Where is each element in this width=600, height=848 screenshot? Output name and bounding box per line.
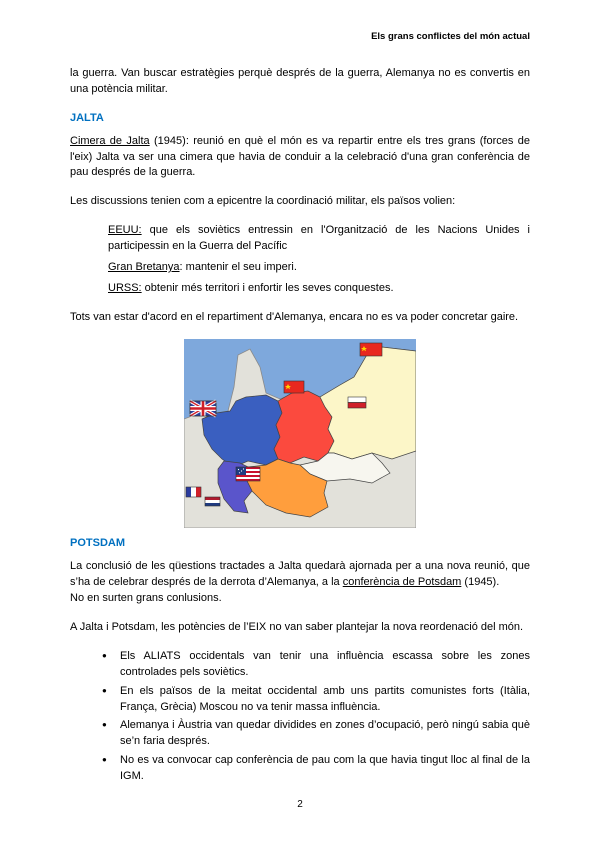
jalta-summit-rest: (1945): reunió en què el món es va repartir entre els tres grans (forces de l'eix) Jalta va ser una cimera que havia de conduir a la celebració d'una gran conferència de pau després de la guerra. [70, 134, 530, 179]
netherlands-flag-icon [205, 497, 220, 506]
bullet-item: ● Alemanya i Àustria van quedar dividides en zones d’ocupació, però ningú sabia què se’n faria després. [100, 718, 530, 750]
page-number: 2 [297, 798, 303, 810]
bullet-item: ● No es va convocar cap conferència de pau com la que havia tingut lloc al final de la IGM. [100, 753, 530, 785]
jalta-summit-term: Cimera de Jalta [70, 134, 150, 147]
jalta-heading: JALTA [70, 111, 104, 124]
position-text: que els soviètics entressin en l'Organització de les Nacions Unides i participessin en la Guerra del Pacífic [108, 224, 530, 253]
reordering-paragraph: A Jalta i Potsdam, les potències de l’EIX no van saber plantejar la nova reordenació del món. [70, 620, 524, 633]
potsdam-bullet-list [100, 649, 530, 786]
poland-flag-icon [348, 397, 366, 408]
france-flag-icon [186, 487, 201, 497]
list-item [108, 223, 530, 255]
us-flag-icon [236, 467, 260, 481]
list-item [108, 260, 530, 276]
potsdam-conference-term: conferència de Potsdam [342, 575, 462, 588]
ussr-flag-icon [360, 343, 382, 356]
jalta-summit-paragraph [70, 134, 530, 182]
position-label: URSS: [108, 282, 142, 295]
position-label: EEUU: [108, 224, 142, 237]
list-item [108, 281, 530, 297]
potsdam-text-part2: (1945). [461, 575, 500, 588]
bullet-item: ● Els ALIATS occidentals van tenir una influència escassa sobre les zones controlades pels soviètics. [100, 649, 530, 681]
potsdam-conclusion-line: No en surten grans conlusions. [70, 591, 222, 604]
position-text: : mantenir el seu imperi. [179, 261, 297, 274]
position-text: obtenir més territori i enfortir les seves conquestes. [141, 282, 394, 295]
jalta-agreement-paragraph: Tots van estar d'acord en el repartiment d'Alemanya, encara no es va poder concretar gaire. [70, 311, 519, 324]
potsdam-heading: POTSDAM [70, 537, 125, 550]
jalta-discussions-intro: Les discussions tenien com a epicentre la coordinació militar, els països volien: [70, 195, 456, 208]
document-header: Els grans conflictes del món actual [371, 31, 530, 42]
occupation-zones-map [184, 339, 416, 528]
ussr-flag-icon [284, 381, 304, 393]
uk-flag-icon [190, 401, 216, 416]
intro-paragraph: la guerra. Van buscar estratègies perquè després de la guerra, Alemanya no es convertis en una potència militar. [70, 66, 530, 95]
jalta-positions-list [108, 223, 530, 297]
occupation-zones-map-svg [184, 339, 416, 528]
position-label: Gran Bretanya [108, 261, 180, 274]
potsdam-paragraph [70, 559, 530, 607]
potsdam-text-part1: La conclusió de les qüestions tractades a Jalta quedarà ajornada per a una nova reunió, que s’ha de celebrar després de la derrota d’Alemanya, a la [70, 559, 530, 588]
bullet-item: ● En els països de la meitat occidental amb uns partits comunistes forts (Itàlia, França, Grècia) Moscou no va tenir massa influència. [100, 684, 530, 716]
